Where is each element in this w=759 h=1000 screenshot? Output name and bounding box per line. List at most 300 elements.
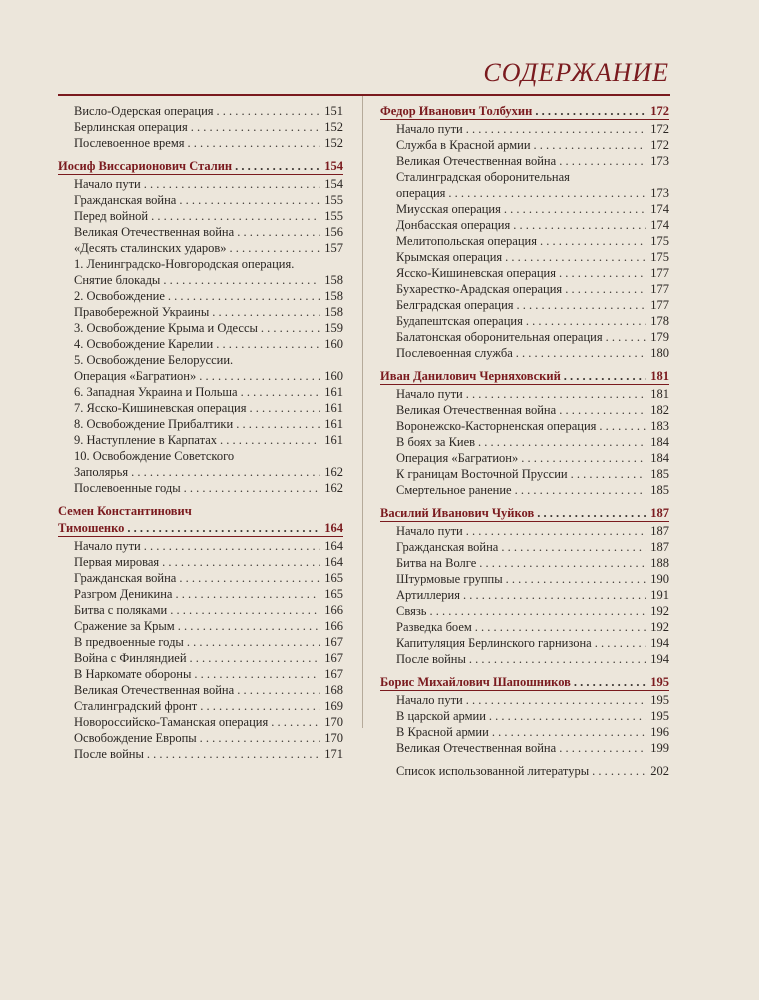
dot-leader xyxy=(236,416,320,432)
toc-entry-title: Висло-Одерская операция xyxy=(74,104,214,118)
toc-entry[interactable] xyxy=(58,400,343,416)
toc-entry-title: Начало пути xyxy=(396,693,463,707)
toc-heading-title: Борис Михайлович Шапошников xyxy=(380,675,571,689)
toc-page-number: 183 xyxy=(650,419,669,433)
toc-page-number: 202 xyxy=(650,764,669,778)
toc-page-number: 172 xyxy=(650,104,669,118)
toc-page-number: 161 xyxy=(324,417,343,431)
toc-section-heading[interactable] xyxy=(58,520,343,537)
toc-page-number: 164 xyxy=(324,539,343,553)
toc-page-number: 157 xyxy=(324,241,343,255)
toc-entry-line: Сталинградская оборонительная xyxy=(396,170,570,184)
toc-page-number: 170 xyxy=(324,731,343,745)
section-gap xyxy=(380,498,669,505)
toc-entry[interactable] xyxy=(380,635,669,651)
toc-page-number: 195 xyxy=(650,675,669,689)
toc-page-number: 175 xyxy=(650,234,669,248)
dot-leader xyxy=(151,208,320,224)
toc-page-number: 158 xyxy=(324,273,343,287)
dot-leader xyxy=(606,329,646,345)
toc-page-number: 172 xyxy=(650,138,669,152)
dot-leader xyxy=(565,281,646,297)
toc-entry-title: Операция «Багратион» xyxy=(74,369,197,383)
dot-leader xyxy=(216,336,320,352)
dot-leader xyxy=(429,603,646,619)
toc-page-number: 152 xyxy=(324,136,343,150)
toc-entry[interactable] xyxy=(58,432,343,448)
dot-leader xyxy=(200,698,320,714)
dot-leader xyxy=(184,480,320,496)
toc-entry-title: Бухарестко-Арадская операция xyxy=(396,282,563,296)
toc-entry-title: Послевоенная служба xyxy=(396,346,513,360)
toc-entry-title: Воронежско-Касторненская операция xyxy=(396,419,597,433)
toc-entry[interactable] xyxy=(380,763,669,779)
dot-leader xyxy=(448,185,646,201)
dot-leader xyxy=(475,619,646,635)
toc-entry[interactable] xyxy=(380,201,669,217)
dot-leader xyxy=(463,587,646,603)
dot-leader xyxy=(521,450,646,466)
section-gap xyxy=(380,361,669,368)
toc-heading-title: Семен Константинович xyxy=(58,504,192,518)
toc-entry[interactable] xyxy=(58,272,343,288)
toc-entry-title: Великая Отечественная война xyxy=(74,225,235,239)
toc-entry-title: Начало пути xyxy=(396,524,463,538)
toc-entry[interactable] xyxy=(58,570,343,586)
toc-entry[interactable] xyxy=(380,137,669,153)
dot-leader xyxy=(595,635,646,651)
dot-leader xyxy=(194,666,320,682)
toc-section-heading[interactable] xyxy=(58,158,343,175)
toc-entry[interactable] xyxy=(58,176,343,192)
toc-entry-title: Белградская операция xyxy=(396,298,514,312)
toc-entry-title: Правобережной Украины xyxy=(74,305,210,319)
dot-leader xyxy=(217,103,320,119)
dot-leader xyxy=(178,618,320,634)
toc-entry[interactable] xyxy=(380,555,669,571)
toc-entry-title: Мелитопольская операция xyxy=(396,234,537,248)
toc-page-number: 162 xyxy=(324,481,343,495)
toc-page-number: 162 xyxy=(324,465,343,479)
dot-leader xyxy=(469,651,646,667)
toc-section-heading[interactable] xyxy=(380,674,669,691)
toc-entry[interactable] xyxy=(58,714,343,730)
toc-entry[interactable] xyxy=(380,619,669,635)
toc-entry-title: Связь xyxy=(396,604,427,618)
toc-entry[interactable] xyxy=(58,135,343,151)
section-gap xyxy=(58,151,343,158)
toc-page-number: 184 xyxy=(650,451,669,465)
toc-entry[interactable] xyxy=(380,539,669,555)
toc-left-column xyxy=(58,103,343,762)
toc-page-number: 187 xyxy=(650,540,669,554)
dot-leader xyxy=(489,708,646,724)
toc-page-number: 155 xyxy=(324,193,343,207)
toc-heading-title: Тимошенко xyxy=(58,521,125,535)
toc-page-number: 181 xyxy=(650,387,669,401)
toc-entry[interactable] xyxy=(380,249,669,265)
toc-entry[interactable] xyxy=(380,386,669,402)
toc-page-number: 155 xyxy=(324,209,343,223)
toc-entry[interactable] xyxy=(58,586,343,602)
toc-page-number: 166 xyxy=(324,603,343,617)
dot-leader xyxy=(168,288,320,304)
toc-entry-title: Смертельное ранение xyxy=(396,483,512,497)
toc-heading-title: Федор Иванович Толбухин xyxy=(380,104,533,118)
toc-page-number: 158 xyxy=(324,305,343,319)
toc-entry-title: Снятие блокады xyxy=(74,273,161,287)
toc-entry[interactable] xyxy=(380,185,669,201)
dot-leader xyxy=(191,119,320,135)
toc-heading-title: Иван Данилович Черняховский xyxy=(380,369,561,383)
toc-heading-title: Василий Иванович Чуйков xyxy=(380,506,535,520)
toc-entry-title: Начало пути xyxy=(396,387,463,401)
dot-leader xyxy=(540,233,646,249)
toc-entry[interactable] xyxy=(58,320,343,336)
toc-page-number: 173 xyxy=(650,154,669,168)
dot-leader xyxy=(162,554,320,570)
toc-page-number: 185 xyxy=(650,483,669,497)
dot-leader xyxy=(261,320,320,336)
toc-heading-title: Иосиф Виссарионович Сталин xyxy=(58,159,233,173)
toc-page-number: 174 xyxy=(650,218,669,232)
toc-page-number: 161 xyxy=(324,433,343,447)
toc-entry[interactable] xyxy=(58,746,343,762)
section-gap xyxy=(380,667,669,674)
toc-page-number: 167 xyxy=(324,635,343,649)
toc-entry-title: Битва с поляками xyxy=(74,603,168,617)
dot-leader xyxy=(574,674,646,690)
dot-leader xyxy=(564,368,646,384)
toc-entry-title: 3. Освобождение Крыма и Одессы xyxy=(74,321,258,335)
dot-leader xyxy=(200,730,320,746)
dot-leader xyxy=(179,570,320,586)
dot-leader xyxy=(190,650,320,666)
dot-leader xyxy=(535,103,646,119)
toc-entry[interactable] xyxy=(58,224,343,240)
toc-entry-title: Балатонская оборонительная операция xyxy=(396,330,603,344)
column-divider xyxy=(362,96,363,728)
toc-entry[interactable] xyxy=(380,418,669,434)
toc-entry[interactable] xyxy=(58,288,343,304)
toc-entry-title: Начало пути xyxy=(74,177,141,191)
toc-page-number: 168 xyxy=(324,683,343,697)
toc-entry-title: 8. Освобождение Прибалтики xyxy=(74,417,234,431)
toc-entry[interactable] xyxy=(58,416,343,432)
toc-entry-title: Операция «Багратион» xyxy=(396,451,519,465)
toc-page-number: 190 xyxy=(650,572,669,586)
toc-entry-title: В предвоенные годы xyxy=(74,635,184,649)
toc-page-number: 192 xyxy=(650,620,669,634)
toc-entry-title: В боях за Киев xyxy=(396,435,476,449)
toc-entry[interactable] xyxy=(58,336,343,352)
toc-entry-title: Артиллерия xyxy=(396,588,460,602)
toc-page-number: 187 xyxy=(650,506,669,520)
toc-entry[interactable] xyxy=(380,708,669,724)
dot-leader xyxy=(516,345,646,361)
toc-entry-title: Новороссийско-Таманская операция xyxy=(74,715,269,729)
toc-entry-title: Великая Отечественная война xyxy=(396,154,557,168)
dot-leader xyxy=(237,682,320,698)
toc-entry-title: Первая мировая xyxy=(74,555,160,569)
toc-entry[interactable] xyxy=(58,240,343,256)
toc-page-number: 177 xyxy=(650,266,669,280)
dot-leader xyxy=(501,539,646,555)
dot-leader xyxy=(513,217,646,233)
toc-entry-title: Война с Финляндией xyxy=(74,651,187,665)
toc-entry[interactable] xyxy=(380,265,669,281)
toc-entry-title: К границам Восточной Пруссии xyxy=(396,467,568,481)
toc-entry-title: Заполярья xyxy=(74,465,129,479)
toc-entry[interactable] xyxy=(380,651,669,667)
title-rule xyxy=(58,94,670,96)
toc-entry[interactable] xyxy=(58,464,343,480)
dot-leader xyxy=(241,384,320,400)
dot-leader xyxy=(559,265,646,281)
toc-entry[interactable] xyxy=(380,434,669,450)
toc-entry[interactable] xyxy=(58,554,343,570)
dot-leader xyxy=(504,201,646,217)
section-gap xyxy=(58,496,343,503)
dot-leader xyxy=(199,368,320,384)
toc-entry[interactable] xyxy=(380,313,669,329)
toc-entry[interactable] xyxy=(380,217,669,233)
dot-leader xyxy=(506,571,646,587)
dot-leader xyxy=(526,313,646,329)
toc-entry[interactable] xyxy=(380,233,669,249)
toc-page-number: 161 xyxy=(324,385,343,399)
toc-page-number: 161 xyxy=(324,401,343,415)
toc-page-number: 179 xyxy=(650,330,669,344)
toc-entry[interactable] xyxy=(380,482,669,498)
toc-entry-title: После войны xyxy=(396,652,466,666)
toc-entry[interactable] xyxy=(58,730,343,746)
toc-entry[interactable] xyxy=(380,571,669,587)
toc-page-number: 187 xyxy=(650,524,669,538)
toc-page-number: 165 xyxy=(324,587,343,601)
toc-page-number: 199 xyxy=(650,741,669,755)
toc-entry[interactable] xyxy=(58,698,343,714)
toc-page-number: 184 xyxy=(650,435,669,449)
toc-entry[interactable] xyxy=(380,281,669,297)
toc-entry-title: Штурмовые группы xyxy=(396,572,503,586)
toc-entry-title: Миусская операция xyxy=(396,202,501,216)
toc-page-number: 158 xyxy=(324,289,343,303)
toc-page-number: 164 xyxy=(324,521,343,535)
dot-leader xyxy=(144,176,320,192)
toc-entry-title: В царской армии xyxy=(396,709,486,723)
dot-leader xyxy=(592,763,646,779)
dot-leader xyxy=(559,740,646,756)
toc-entry[interactable] xyxy=(58,368,343,384)
toc-entry[interactable] xyxy=(58,480,343,496)
toc-entry-title: 2. Освобождение xyxy=(74,289,165,303)
toc-entry-title: Служба в Красной армии xyxy=(396,138,531,152)
dot-leader xyxy=(144,538,320,554)
toc-entry-title: Разведка боем xyxy=(396,620,472,634)
toc-entry[interactable] xyxy=(380,402,669,418)
dot-leader xyxy=(220,432,320,448)
toc-entry-line: 1. Ленинградско-Новгородская операция. xyxy=(74,257,295,271)
toc-entry-line: 5. Освобождение Белоруссии. xyxy=(74,353,234,367)
toc-entry[interactable] xyxy=(380,603,669,619)
toc-entry-title: Будапештская операция xyxy=(396,314,523,328)
toc-page-number: 195 xyxy=(650,693,669,707)
toc-page-number: 181 xyxy=(650,369,669,383)
dot-leader xyxy=(517,297,646,313)
toc-entry-title: Сражение за Крым xyxy=(74,619,175,633)
toc-page-number: 194 xyxy=(650,636,669,650)
toc-entry-title: Перед войной xyxy=(74,209,149,223)
toc-entry-title: После войны xyxy=(74,747,144,761)
dot-leader xyxy=(237,224,320,240)
toc-entry-title: Ясско-Кишиневская операция xyxy=(396,266,556,280)
toc-entry-title: Берлинская операция xyxy=(74,120,188,134)
toc-entry[interactable] xyxy=(380,740,669,756)
dot-leader xyxy=(479,555,646,571)
toc-entry-title: 6. Западная Украина и Польша xyxy=(74,385,238,399)
toc-entry[interactable] xyxy=(58,650,343,666)
toc-entry-title: Послевоенные годы xyxy=(74,481,181,495)
toc-page-number: 182 xyxy=(650,403,669,417)
toc-page-number: 159 xyxy=(324,321,343,335)
toc-entry[interactable] xyxy=(58,103,343,119)
toc-entry-title: 7. Ясско-Кишиневская операция xyxy=(74,401,247,415)
toc-page-number: 173 xyxy=(650,186,669,200)
toc-entry-title: В Наркомате обороны xyxy=(74,667,192,681)
toc-page-number: 167 xyxy=(324,667,343,681)
dot-leader xyxy=(235,158,320,174)
toc-entry-title: 4. Освобождение Карелии xyxy=(74,337,214,351)
toc-entry-title: 9. Наступление в Карпатах xyxy=(74,433,218,447)
toc-entry[interactable] xyxy=(380,121,669,137)
toc-entry-title: Великая Отечественная война xyxy=(396,741,557,755)
toc-entry-line: 10. Освобождение Советского xyxy=(74,449,235,463)
toc-entry-title: Гражданская война xyxy=(74,571,177,585)
dot-leader xyxy=(466,121,646,137)
toc-entry-title: Освобождение Европы xyxy=(74,731,197,745)
dot-leader xyxy=(230,240,320,256)
toc-entry[interactable] xyxy=(58,384,343,400)
dot-leader xyxy=(478,434,646,450)
toc-entry[interactable] xyxy=(380,724,669,740)
dot-leader xyxy=(492,724,646,740)
toc-entry-title: Послевоенное время xyxy=(74,136,185,150)
toc-page-number: 196 xyxy=(650,725,669,739)
toc-entry[interactable] xyxy=(58,634,343,650)
toc-entry[interactable] xyxy=(58,682,343,698)
toc-page-number: 164 xyxy=(324,555,343,569)
toc-page-number: 170 xyxy=(324,715,343,729)
toc-entry-title: Гражданская война xyxy=(396,540,499,554)
dot-leader xyxy=(212,304,320,320)
dot-leader xyxy=(127,520,320,536)
toc-entry[interactable] xyxy=(58,304,343,320)
toc-entry[interactable] xyxy=(58,208,343,224)
toc-section-heading[interactable] xyxy=(380,103,669,120)
toc-entry-title: операция xyxy=(396,186,446,200)
toc-entry[interactable] xyxy=(380,523,669,539)
dot-leader xyxy=(505,249,646,265)
toc-page-number: 175 xyxy=(650,250,669,264)
dot-leader xyxy=(170,602,320,618)
toc-page-number: 177 xyxy=(650,282,669,296)
toc-entry-title: Начало пути xyxy=(396,122,463,136)
toc-page-number: 174 xyxy=(650,202,669,216)
dot-leader xyxy=(163,272,320,288)
dot-leader xyxy=(599,418,646,434)
toc-entry[interactable] xyxy=(58,538,343,554)
toc-section-heading[interactable] xyxy=(380,368,669,385)
toc-entry-title: Донбасская операция xyxy=(396,218,511,232)
toc-entry[interactable] xyxy=(380,466,669,482)
toc-entry[interactable] xyxy=(58,192,343,208)
toc-entry[interactable] xyxy=(380,692,669,708)
toc-entry-title: Гражданская война xyxy=(74,193,177,207)
dot-leader xyxy=(559,153,646,169)
toc-entry[interactable] xyxy=(58,618,343,634)
toc-entry[interactable] xyxy=(380,587,669,603)
dot-leader xyxy=(466,386,646,402)
toc-page-number: 188 xyxy=(650,556,669,570)
toc-page-number: 177 xyxy=(650,298,669,312)
toc-entry-title: Список использованной литературы xyxy=(396,764,590,778)
dot-leader xyxy=(537,505,646,521)
dot-leader xyxy=(249,400,320,416)
toc-entry[interactable] xyxy=(380,153,669,169)
toc-entry[interactable] xyxy=(58,119,343,135)
dot-leader xyxy=(515,482,646,498)
toc-page-number: 151 xyxy=(324,104,343,118)
toc-page-number: 152 xyxy=(324,120,343,134)
dot-leader xyxy=(571,466,646,482)
toc-entry[interactable] xyxy=(380,329,669,345)
toc-entry[interactable] xyxy=(58,602,343,618)
toc-page-number: 185 xyxy=(650,467,669,481)
toc-page-number: 171 xyxy=(324,747,343,761)
toc-entry-title: Сталинградский фронт xyxy=(74,699,198,713)
toc-page-number: 178 xyxy=(650,314,669,328)
dot-leader xyxy=(175,586,320,602)
toc-entry-title: Битва на Волге xyxy=(396,556,477,570)
toc-entry-title: Великая Отечественная война xyxy=(396,403,557,417)
toc-page-number: 195 xyxy=(650,709,669,723)
toc-page-number: 191 xyxy=(650,588,669,602)
toc-page-number: 192 xyxy=(650,604,669,618)
toc-entry-title: Капитуляция Берлинского гарнизона xyxy=(396,636,592,650)
toc-entry-title: В Красной армии xyxy=(396,725,489,739)
dot-leader xyxy=(187,634,320,650)
toc-page-number: 166 xyxy=(324,619,343,633)
toc-page-number: 156 xyxy=(324,225,343,239)
toc-section-heading[interactable] xyxy=(380,505,669,522)
toc-page-number: 160 xyxy=(324,337,343,351)
toc-section-heading xyxy=(58,503,343,519)
toc-page-number: 169 xyxy=(324,699,343,713)
page-title: СОДЕРЖАНИЕ xyxy=(483,58,669,87)
toc-entry-title: Крымская операция xyxy=(396,250,503,264)
toc-page-number: 154 xyxy=(324,159,343,173)
toc-page-number: 180 xyxy=(650,346,669,360)
toc-entry[interactable] xyxy=(380,450,669,466)
toc-entry[interactable] xyxy=(380,297,669,313)
toc-entry[interactable] xyxy=(58,666,343,682)
dot-leader xyxy=(466,692,646,708)
toc-entry-title: «Десять сталинских ударов» xyxy=(74,241,227,255)
toc-entry[interactable] xyxy=(380,345,669,361)
dot-leader xyxy=(188,135,320,151)
section-gap xyxy=(380,756,669,763)
